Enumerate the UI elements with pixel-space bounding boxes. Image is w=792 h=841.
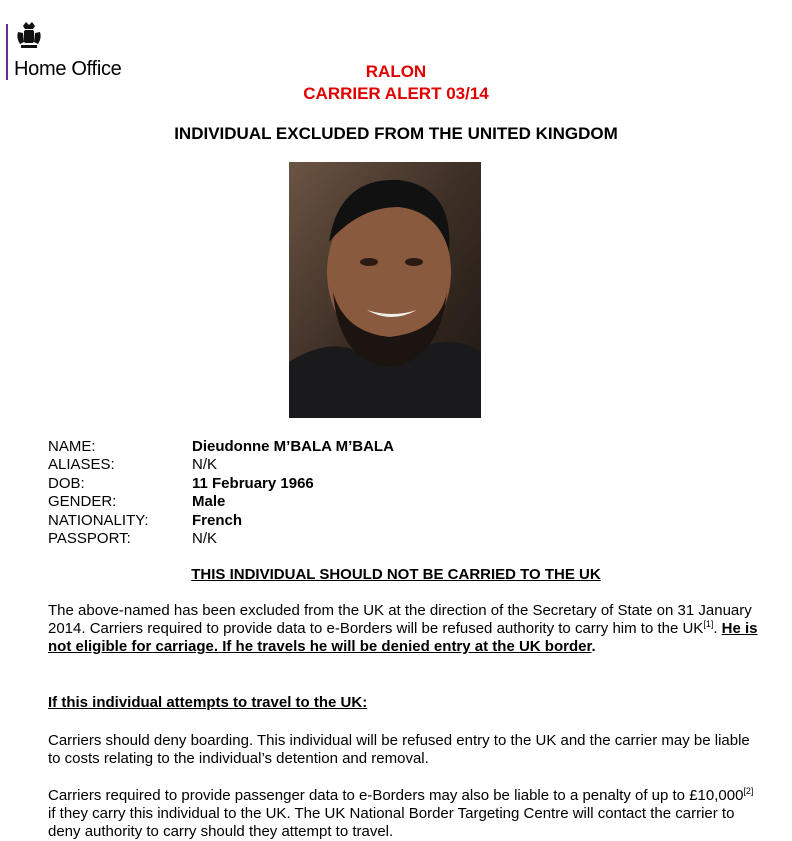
penalty-text-1: Carriers required to provide passenger data to e-Borders may also be liable to a penalty of up to £10,000: [48, 787, 744, 804]
detail-label: PASSPORT:: [48, 529, 131, 547]
exclusion-end: .: [591, 638, 596, 655]
exclusion-paragraph: [48, 602, 758, 656]
alert-number: CARRIER ALERT 03/14: [303, 84, 489, 103]
page-title: INDIVIDUAL EXCLUDED FROM THE UNITED KINGDOM: [174, 124, 618, 143]
detail-value: 11 February 1966: [192, 474, 314, 492]
alert-system-name: RALON: [365, 62, 427, 81]
carriage-warning: THIS INDIVIDUAL SHOULD NOT BE CARRIED TO THE UK: [191, 566, 601, 583]
exclusion-text-sep: .: [713, 620, 722, 637]
penalty-paragraph: [48, 787, 758, 841]
exclusion-emphasis: He is not eligible for carriage. If he travels he will be denied entry at the UK border: [48, 620, 758, 655]
penalty-text-2: if they carry this individual to the UK. The UK National Border Targeting Centre will contact the carrier to deny authority to carry should they attempt to travel.: [48, 805, 735, 840]
detail-value: Male: [192, 493, 226, 511]
detail-label: NAME:: [48, 438, 96, 455]
detail-value: N/K: [192, 529, 218, 547]
portrait-illustration: [289, 162, 481, 418]
footnote-ref-2[interactable]: [2]: [743, 786, 754, 796]
portrait-photo: [289, 162, 481, 418]
section-heading: If this individual attempts to travel to the UK:: [48, 694, 368, 711]
detail-value: N/K: [192, 456, 218, 474]
detail-label: NATIONALITY:: [48, 511, 149, 529]
footnote-ref-1[interactable]: [1]: [703, 619, 714, 629]
royal-crest-icon: [14, 20, 44, 54]
detail-value: Dieudonne M’BALA M’BALA: [192, 438, 394, 455]
exclusion-text: The above-named has been excluded from the UK at the direction of the Secretary of State on 31 January 2014. Carriers required to provide data to e-Borders will be refused authority to carry him to the UK: [48, 602, 752, 637]
org-name: Home Office: [14, 58, 122, 80]
boarding-paragraph: Carriers should deny boarding. This individual will be refused entry to the UK and the carrier may be liable to costs relating to the individual’s detention and removal.: [48, 732, 750, 767]
detail-value: French: [192, 511, 243, 529]
detail-label: ALIASES:: [48, 456, 115, 474]
detail-label: DOB:: [48, 474, 85, 492]
detail-label: GENDER:: [48, 493, 117, 511]
